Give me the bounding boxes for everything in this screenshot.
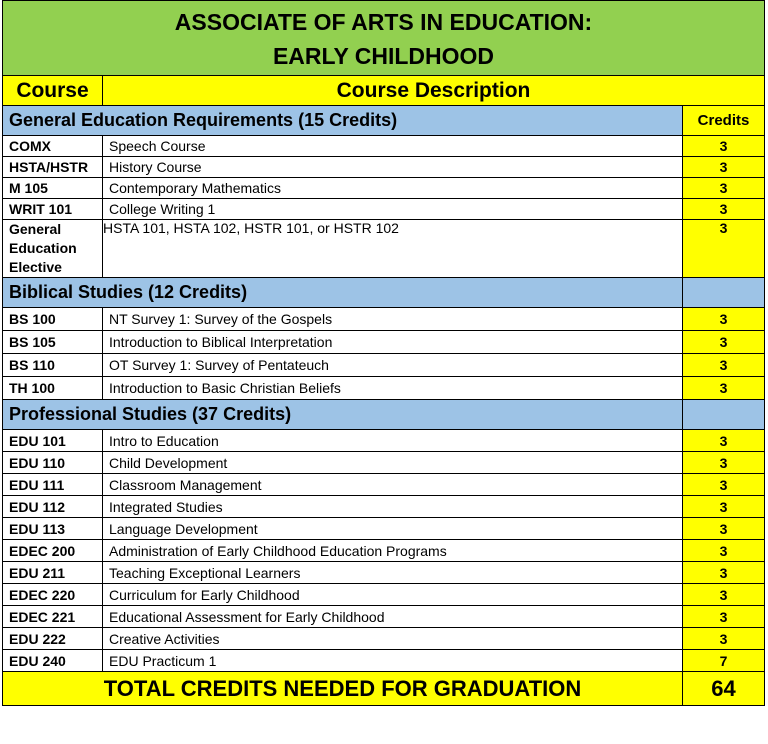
- table-row: [3, 606, 765, 628]
- course-description: Classroom Management: [103, 474, 683, 496]
- credits-column-header: Credits: [683, 106, 765, 136]
- course-description: Teaching Exceptional Learners: [103, 562, 683, 584]
- course-code: EDEC 220: [3, 584, 103, 606]
- section-header-general: [3, 106, 765, 136]
- course-code: EDU 110: [3, 452, 103, 474]
- course-code: EDU 211: [3, 562, 103, 584]
- course-credits: 3: [683, 199, 765, 220]
- course-credits: 3: [683, 136, 765, 157]
- course-description: College Writing 1: [103, 199, 683, 220]
- description-column-header: Course Description: [103, 76, 765, 106]
- table-row: [3, 178, 765, 199]
- course-description: Contemporary Mathematics: [103, 178, 683, 199]
- course-description: Language Development: [103, 518, 683, 540]
- course-credits: 3: [683, 628, 765, 650]
- course-credits: 3: [683, 178, 765, 199]
- section-title: Professional Studies (37 Credits): [3, 400, 683, 430]
- table-row: [3, 377, 765, 400]
- course-code: EDU 222: [3, 628, 103, 650]
- course-code: WRIT 101: [3, 199, 103, 220]
- course-description: Educational Assessment for Early Childhood: [103, 606, 683, 628]
- table-row: [3, 331, 765, 354]
- course-description: Administration of Early Childhood Education Programs: [103, 540, 683, 562]
- course-credits: 3: [683, 540, 765, 562]
- table-row: [3, 136, 765, 157]
- course-credits: 3: [683, 562, 765, 584]
- course-credits: 3: [683, 430, 765, 452]
- total-label: TOTAL CREDITS NEEDED FOR GRADUATION: [3, 672, 683, 706]
- course-credits: 3: [683, 518, 765, 540]
- course-description: Intro to Education: [103, 430, 683, 452]
- total-row: [3, 672, 765, 706]
- course-description: Introduction to Basic Christian Beliefs: [103, 377, 683, 400]
- section-header-biblical: [3, 278, 765, 308]
- course-code: BS 100: [3, 308, 103, 331]
- program-title-line2: EARLY CHILDHOOD: [272, 43, 495, 69]
- course-description: Integrated Studies: [103, 496, 683, 518]
- table-row: [3, 650, 765, 672]
- table-row: [3, 518, 765, 540]
- course-description: Child Development: [103, 452, 683, 474]
- course-code: HSTA/HSTR: [3, 157, 103, 178]
- course-description: History Course: [103, 157, 683, 178]
- course-code: EDU 112: [3, 496, 103, 518]
- course-code: EDU 240: [3, 650, 103, 672]
- course-credits: 3: [683, 452, 765, 474]
- table-row: [3, 199, 765, 220]
- section-credits-cell: [683, 400, 765, 430]
- course-code: TH 100: [3, 377, 103, 400]
- section-credits-cell: [683, 278, 765, 308]
- course-code: EDU 111: [3, 474, 103, 496]
- course-description: Creative Activities: [103, 628, 683, 650]
- table-row: [3, 496, 765, 518]
- table-row: [3, 430, 765, 452]
- table-row: [3, 540, 765, 562]
- course-credits: 3: [683, 606, 765, 628]
- course-description: OT Survey 1: Survey of Pentateuch: [103, 354, 683, 377]
- total-value: 64: [683, 672, 765, 706]
- course-code: BS 110: [3, 354, 103, 377]
- course-description: EDU Practicum 1: [103, 650, 683, 672]
- program-title-line1: ASSOCIATE OF ARTS IN EDUCATION:: [174, 9, 593, 35]
- course-code: BS 105: [3, 331, 103, 354]
- course-table: [2, 0, 765, 706]
- table-row: [3, 474, 765, 496]
- course-credits: 3: [683, 308, 765, 331]
- course-credits: 3: [683, 377, 765, 400]
- course-description: Curriculum for Early Childhood: [103, 584, 683, 606]
- course-credits: 3: [683, 220, 765, 278]
- course-description: NT Survey 1: Survey of the Gospels: [103, 308, 683, 331]
- course-credits: 3: [683, 157, 765, 178]
- table-row: [3, 584, 765, 606]
- table-row: [3, 452, 765, 474]
- course-code: M 105: [3, 178, 103, 199]
- course-code: EDEC 221: [3, 606, 103, 628]
- section-header-professional: [3, 400, 765, 430]
- course-credits: 3: [683, 584, 765, 606]
- course-credits: 3: [683, 354, 765, 377]
- table-row: [3, 354, 765, 377]
- degree-plan: [2, 0, 766, 742]
- section-title: General Education Requirements (15 Credits): [3, 106, 683, 136]
- course-credits: 7: [683, 650, 765, 672]
- table-row: [3, 220, 765, 278]
- course-description: Introduction to Biblical Interpretation: [103, 331, 683, 354]
- course-credits: 3: [683, 474, 765, 496]
- course-code: EDEC 200: [3, 540, 103, 562]
- section-title: Biblical Studies (12 Credits): [3, 278, 683, 308]
- course-description: Speech Course: [103, 136, 683, 157]
- table-row: [3, 157, 765, 178]
- table-row: [3, 308, 765, 331]
- course-code: COMX: [3, 136, 103, 157]
- course-credits: 3: [683, 331, 765, 354]
- course-code: General Education Elective: [3, 220, 103, 278]
- course-column-header: Course: [3, 76, 103, 106]
- table-row: [3, 562, 765, 584]
- table-row: [3, 628, 765, 650]
- column-header-row: [3, 76, 765, 106]
- course-description: HSTA 101, HSTA 102, HSTR 101, or HSTR 102: [103, 220, 683, 278]
- program-title: [3, 1, 765, 76]
- course-code: EDU 113: [3, 518, 103, 540]
- course-credits: 3: [683, 496, 765, 518]
- course-code: EDU 101: [3, 430, 103, 452]
